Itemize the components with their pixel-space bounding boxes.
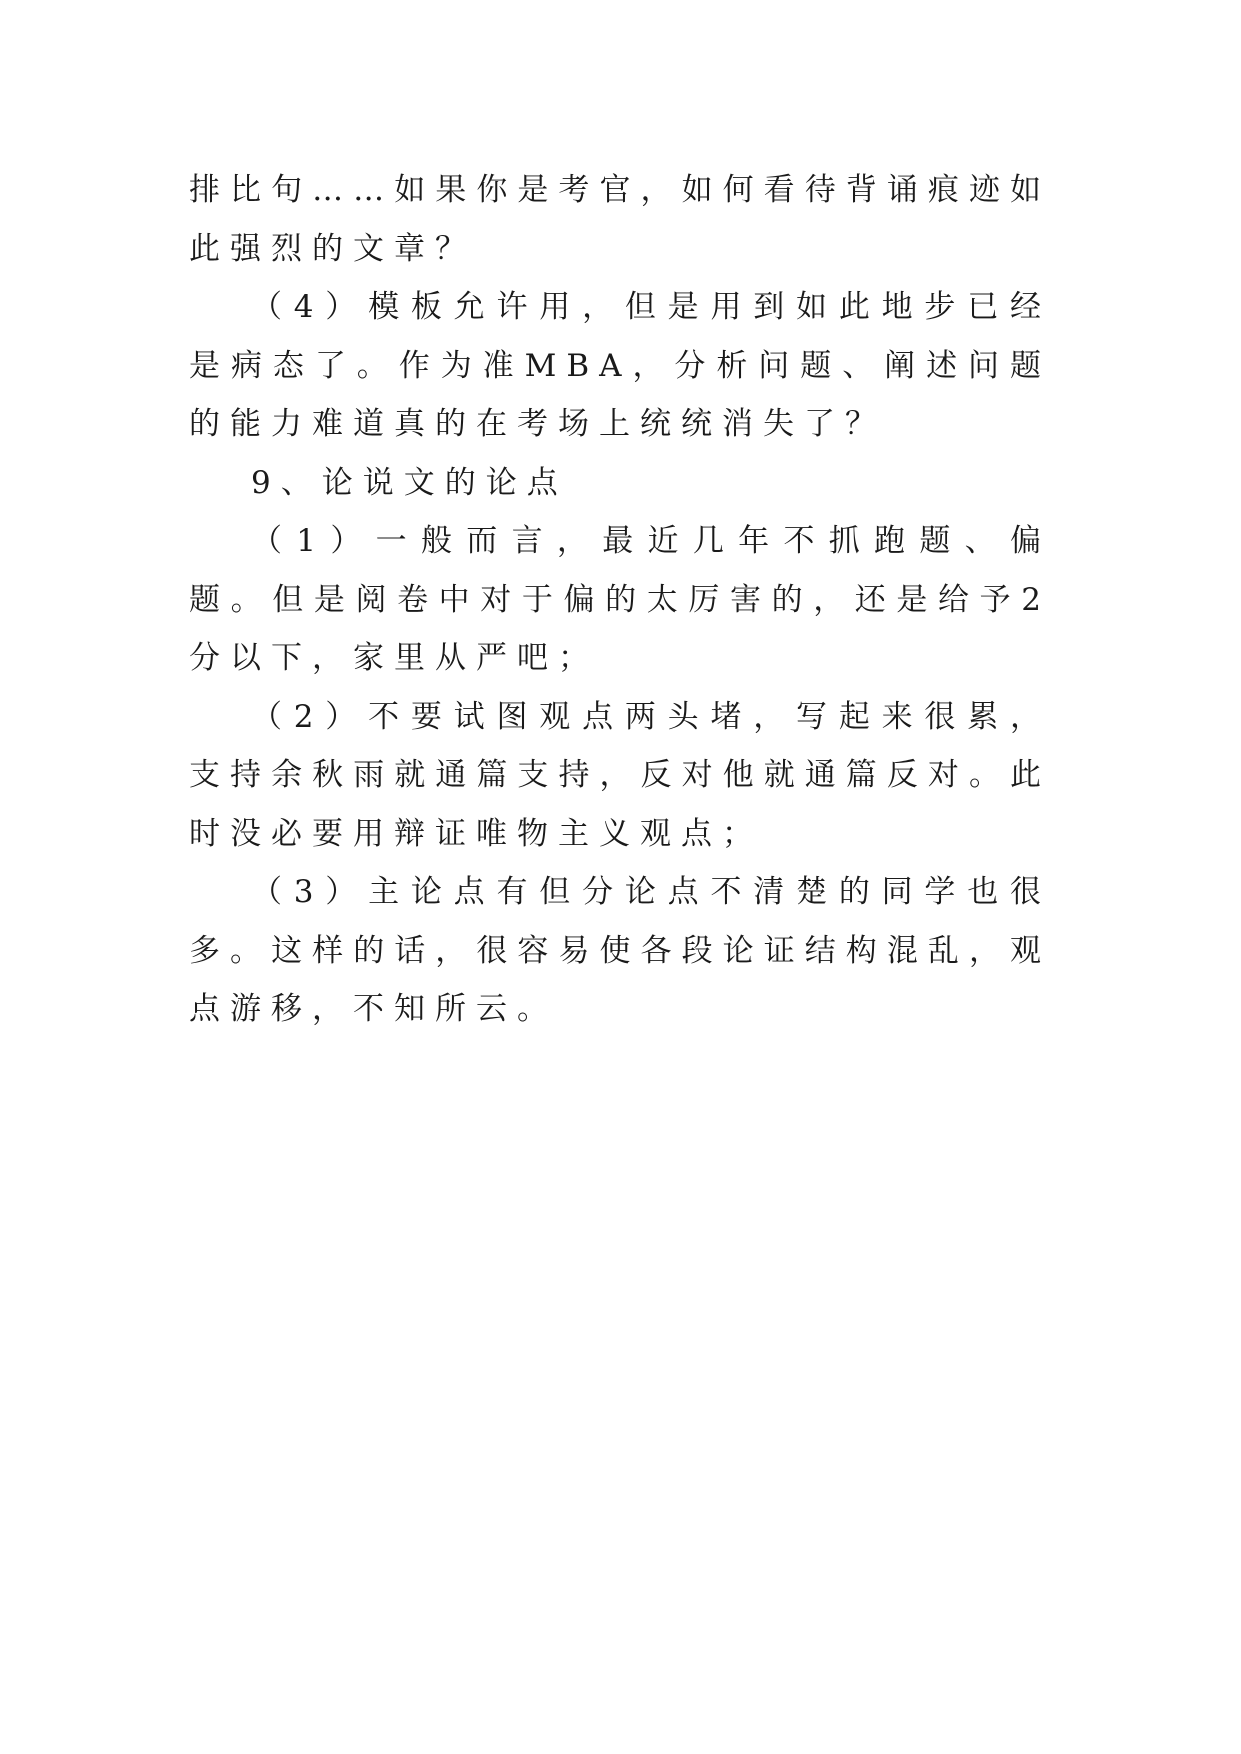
paragraph-continuation: 排比句……如果你是考官，如何看待背诵痕迹如此强烈的文章？	[189, 172, 1051, 267]
document-body	[189, 161, 1051, 1039]
paragraph-item-4: （4）模板允许用，但是用到如此地步已经是病态了。作为准MBA，分析问题、阐述问题的能力难道真的在考场上统统消失了？	[189, 289, 1051, 442]
section-heading-9: 9、论说文的论点	[251, 464, 568, 501]
paragraph-item-1: （1）一般而言，最近几年不抓跑题、偏题。但是阅卷中对于偏的太厉害的，还是给予2分以下，家里从严吧；	[189, 523, 1051, 676]
paragraph-item-3: （3）主论点有但分论点不清楚的同学也很多。这样的话，很容易使各段论证结构混乱，观点游移，不知所云。	[189, 874, 1051, 1027]
paragraph-item-2: （2）不要试图观点两头堵，写起来很累，支持余秋雨就通篇支持，反对他就通篇反对。此时没必要用辩证唯物主义观点；	[189, 698, 1051, 852]
